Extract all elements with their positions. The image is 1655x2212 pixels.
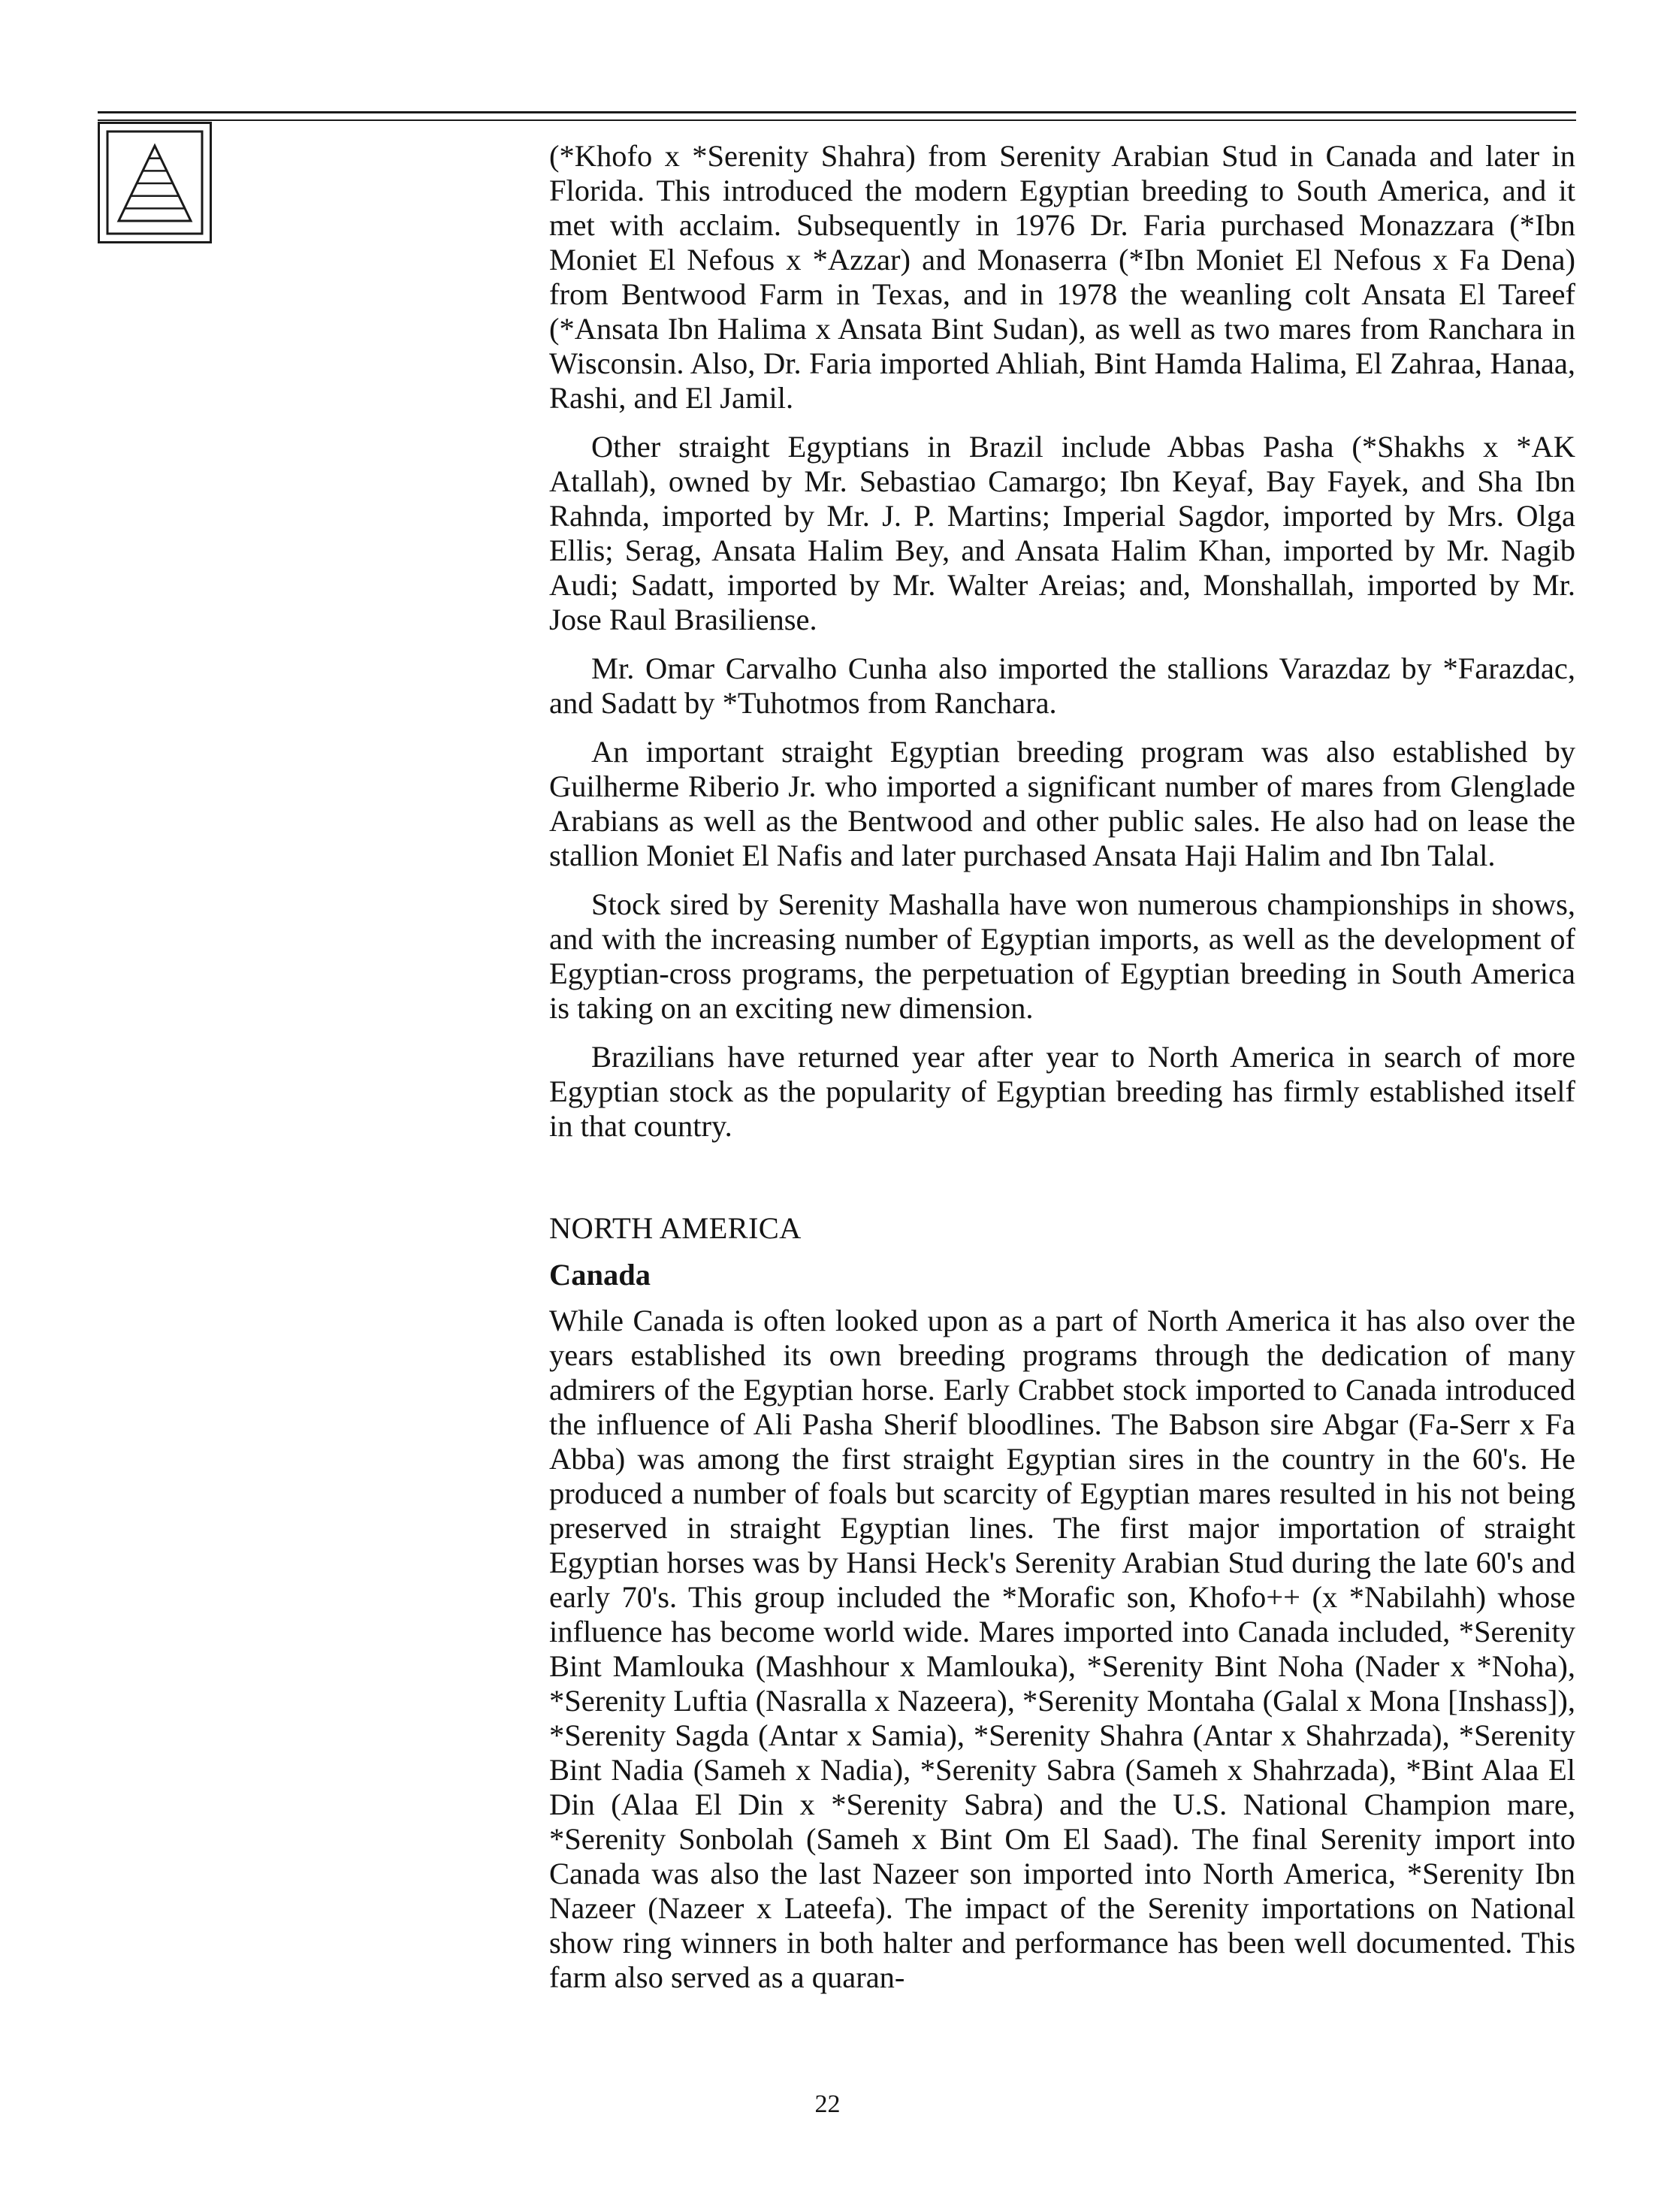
- paragraph-brazil-returned: Brazilians have returned year after year to North America in search of more Egyptian stock as the popularity of Egyptian breeding has firmly established itself in that country.: [549, 1040, 1575, 1143]
- subsection-heading: Canada: [549, 1258, 651, 1292]
- header-rule-thin: [98, 119, 1576, 121]
- section-heading: NORTH AMERICA: [549, 1211, 802, 1245]
- header-rule-thick: [98, 111, 1576, 113]
- article-body: [549, 139, 1575, 1995]
- paragraph-brazil-mashalla: Stock sired by Serenity Mashalla have won numerous championships in shows, and with the increasing number of Egyptian imports, as well as the development of Egyptian-cross programs, the perpetuation of Egyptian breeding in South America is taking on an exciting new dimension.: [549, 887, 1575, 1025]
- page-number: 22: [814, 2090, 841, 2118]
- paragraph-canada: While Canada is often looked upon as a part of North America it has also over the years established its own breeding programs through the dedication of many admirers of the Egyptian horse. Early Crabbet stock imported to Canada introduced the influence of Ali Pasha Sherif bloodlines. The Babson sire Abgar (Fa-Serr x Fa Abba) was among the first straight Egyptian sires in the country in the 60's. He produced a number of foals but scarcity of Egyptian mares resulted in his not being preserved in straight Egyptian lines. The first major importation of straight Egyptian horses was by Hansi Heck's Serenity Arabian Stud during the late 60's and early 70's. This group included the *Morafic son, Khofo++ (x *Nabilahh) whose influence has become world wide. Mares imported into Canada included, *Serenity Bint Mamlouka (Mashhour x Mamlouka), *Serenity Bint Noha (Nader x *Noha), *Serenity Luftia (Nasralla x Nazeera), *Serenity Montaha (Galal x Mona [Inshass]), *Serenity Sagda (Antar x Samia), *Serenity Shahra (Antar x Shahrzada), *Serenity Bint Nadia (Sameh x Nadia), *Serenity Sabra (Sameh x Shahrzada), *Bint Alaa El Din (Alaa El Din x *Serenity Sabra) and the U.S. National Champion mare, *Serenity Sonbolah (Sameh x Bint Om El Saad). The final Serenity import into Canada was also the last Nazeer son imported into North America, *Serenity Ibn Nazeer (Nazeer x Lateefa). The impact of the Serenity importations on National show ring winners in both halter and performance has been well documented. This farm also served as a quaran-: [549, 1304, 1575, 1994]
- pyramid-icon: [98, 122, 212, 243]
- paragraph-brazil-riberio: An important straight Egyptian breeding program was also established by Guilherme Riberio Jr. who imported a significant number of mares from Glenglade Arabians as well as the Bentwood and other public sales. He also had on lease the stallion Moniet El Nafis and later purchased Ansata Haji Halim and Ibn Talal.: [549, 735, 1575, 872]
- paragraph-brazil-cunha: Mr. Omar Carvalho Cunha also imported the stallions Varazdaz by *Farazdac, and Sadatt by *Tuhotmos from Ranchara.: [549, 651, 1575, 720]
- paragraph-brazil-faria: (*Khofo x *Serenity Shahra) from Serenity Arabian Stud in Canada and later in Florida. This introduced the modern Egyptian breeding to South America, and it met with acclaim. Subsequently in 1976 Dr. Faria purchased Monazzara (*Ibn Moniet El Nefous x *Azzar) and Monaserra (*Ibn Moniet El Nefous x Fa Dena) from Bentwood Farm in Texas, and in 1978 the weanling colt Ansata El Tareef (*Ansata Ibn Halima x Ansata Bint Sudan), as well as two mares from Ranchara in Wisconsin. Also, Dr. Faria imported Ahliah, Bint Hamda Halima, El Zahraa, Hanaa, Rashi, and El Jamil.: [549, 139, 1575, 415]
- paragraph-brazil-others: Other straight Egyptians in Brazil include Abbas Pasha (*Shakhs x *AK Atallah), owned by Mr. Sebastiao Camargo; Ibn Keyaf, Bay Fayek, and Sha Ibn Rahnda, imported by Mr. J. P. Martins; Imperial Sagdor, imported by Mrs. Olga Ellis; Serag, Ansata Halim Bey, and Ansata Halim Khan, imported by Mr. Nagib Audi; Sadatt, imported by Mr. Walter Areias; and, Monshallah, imported by Mr. Jose Raul Brasiliense.: [549, 430, 1575, 636]
